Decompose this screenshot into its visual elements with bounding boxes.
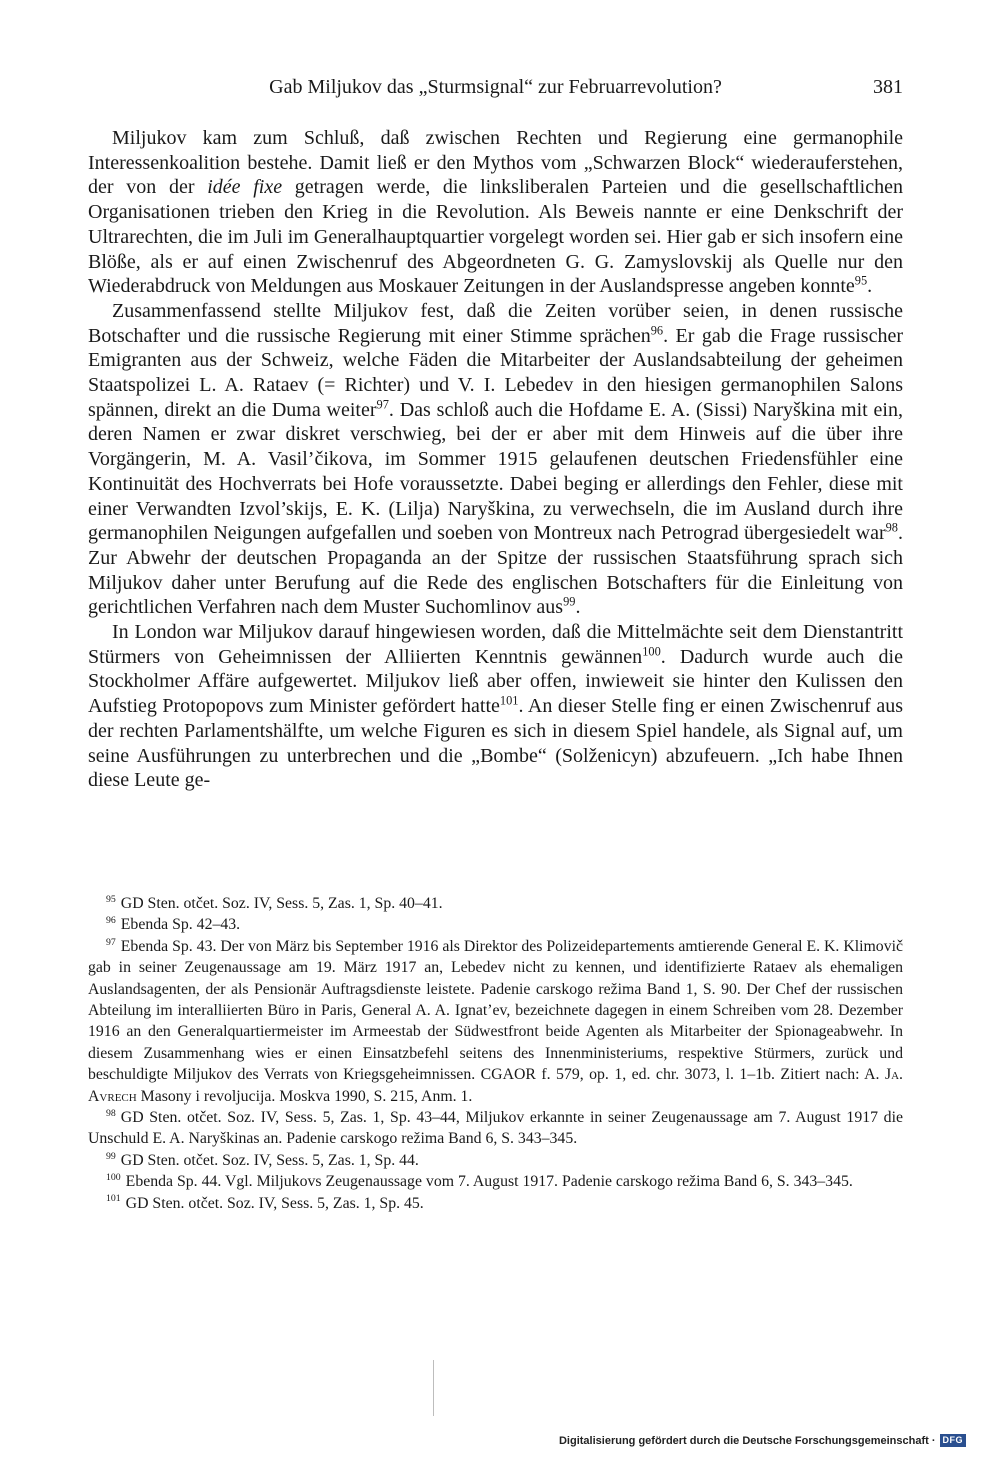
paragraph-1-text-b: getragen werde, die linksliberalen Parteien und die gesellschaftlichen Organisationen trieben den Krieg in die Revolution. Als Beweis nannte er eine Denkschrift der Ultrarechten, die im Juli im Generalhauptquartier vorgelegt worden sei. Hier gab er sich insofern eine Blöße, als er auf einen Zwischenruf des Abgeordneten G. G. Zamyslovskij als Quelle nur den Wiederabdruck von Meldungen aus Moskauer Zeitungen in der Auslandspresse angeben konnte: [88, 176, 903, 298]
footnote-number: 95: [106, 893, 116, 905]
footnote-text: Ebenda Sp. 44. Vgl. Miljukovs Zeugenaussage vom 7. August 1917. Padenie carskogo režima Band 6, S. 343–345.: [125, 1173, 853, 1191]
footnote-100: [88, 1171, 903, 1192]
footnote-ref-99[interactable]: 99: [563, 594, 576, 609]
footnote-99: [88, 1150, 903, 1171]
body-text: [88, 126, 903, 793]
paragraph-2-text-c: . Das schloß auch die Hofdame E. A. (Sissi) Naryškina mit ein, deren Namen er zwar diskret verschwieg, bei der er aber mit dem Hinweis auf die über ihre Vorgängerin, M. A. Vasil’čikova, im Sommer 1915 gelaufenen deutschen Friedensfühler eine Kontinuität des Hochverrats bei Hofe voraussetzte. Dabei beging er allerdings den Fehler, diese mit einer Verwandten Izvol’skijs, E. K. (Lilja) Naryškina, zu verwechseln, die im Ausland durch ihre germanophilen Neigungen aufgefallen und soeben von Montreux nach Petrograd übergesiedelt war: [88, 398, 903, 545]
digitization-note: [559, 1434, 966, 1447]
paragraph-3-text-a: In London war Miljukov darauf hingewiesen worden, daß die Mittelmächte seit dem Dienstantritt Stürmers von Geheimnissen der Alliierten Kenntnis gewännen: [88, 621, 903, 668]
paragraph-1-italic-phrase: idée fixe: [207, 176, 283, 199]
paragraph-1-text-c: .: [867, 275, 873, 298]
footnote-number: 100: [106, 1172, 121, 1184]
paragraph-2-text-a: Zusammenfassend stellte Miljukov fest, daß die Zeiten vorüber seien, in denen russische Botschafter und die russische Regierung mit einer Stimme sprächen: [88, 299, 903, 347]
paragraph-3-text-b: . Dadurch wurde auch die Stockholmer Affäre aufgewertet. Miljukov ließ aber offen, inwieweit sie hinter den Kulissen den Aufstieg Protopopovs zum Minister gefördert hatte: [88, 645, 903, 718]
running-head: [88, 72, 903, 102]
footnote-author: Ja. Avrech: [88, 1066, 903, 1105]
digitization-note-text: Digitalisierung gefördert durch die Deutsche Forschungsgemeinschaft ·: [558, 1434, 936, 1447]
scan-mark: [433, 1360, 434, 1416]
footnote-ref-100[interactable]: 100: [642, 644, 661, 659]
footnote-97: [88, 936, 903, 1107]
running-title: Gab Miljukov das „Sturmsignal“ zur Februarrevolution?: [269, 76, 722, 98]
footnote-96: [88, 914, 903, 935]
paragraph-3: [88, 620, 903, 793]
footnote-number: 97: [106, 936, 116, 948]
page-number: 381: [873, 76, 903, 98]
footnote-text: GD Sten. otčet. Soz. IV, Sess. 5, Zas. 1, Sp. 43–44, Miljukov erkannte in seiner Zeugenaussage am 7. August 1917 die Unschuld E. A. Naryškinas an. Padenie carskogo režima Band 6, S. 343–345.: [88, 1109, 903, 1148]
footnote-98: [88, 1107, 903, 1150]
footnote-number: 98: [106, 1107, 116, 1119]
footnote-text: Ebenda Sp. 43. Der von März bis September 1916 als Direktor des Polizeidepartements amtierende General E. K. Klimovič gab in seiner Zeugenaussage am 19. März 1917 an, Lebedev nicht zu kennen, und identifizierte Rataev als ehemaligen Auslandsagenten, der als Pensionär Auftragsdienste leistete. Padenie carskogo režima Band 1, S. 90. Der Chef der russischen Abteilung im interalliierten Büro in Paris, General A. A. Ignat’ev, bezeichnete dagegen in einem Schreiben vom 28. Dezember 1916 an den Generalquartiermeister im Armeestab der Südwestfront beide Agenten als Mitarbeiter der Spionageabwehr. In diesem Zusammenhang wies er einen Einsatzbefehl seitens des Innenministeriums, respektive Stürmers, zurück und beschuldigte Miljukov des Verrats von Kriegsgeheimnissen. CGAOR f. 579, op. 1, ed. chr. 3073, l. 1–1b. Zitiert nach: A.: [88, 937, 903, 1084]
dfg-logo: DFG: [940, 1434, 967, 1447]
footnote-ref-96[interactable]: 96: [650, 322, 664, 337]
footnotes: [88, 893, 903, 1214]
footnote-number: 99: [106, 1150, 116, 1162]
footnote-text: Masony i revoljucija. Moskva 1990, S. 215, Anm. 1.: [136, 1087, 473, 1105]
footnote-95: [88, 893, 903, 914]
footnote-ref-95[interactable]: 95: [854, 273, 868, 288]
footnote-ref-97[interactable]: 97: [376, 397, 389, 412]
paragraph-2-text-b: . Er gab die Frage russischer Emigranten aus der Schweiz, welche Fäden die Mitarbeiter der Auslandsabteilung der geheimen Staatspolizei L. A. Rataev (= Richter) und V. I. Lebedev in den hiesigen germanophilen Salons spännen, direkt an die Duma weiter: [88, 324, 903, 421]
footnote-number: 96: [106, 915, 116, 927]
footnote-ref-101[interactable]: 101: [499, 693, 519, 708]
footnote-ref-98[interactable]: 98: [885, 520, 898, 535]
paragraph-3-text-c: . An dieser Stelle fing er einen Zwischenruf aus der rechten Parlamentshälfte, um welche Figuren es sich in diesem Spiel handele, als Signal auf, um seine Ausführungen zu unterbrechen und die „Bombe“ (Solženicyn) abzufeuern. „Ich habe Ihnen diese Leute ge-: [88, 695, 903, 792]
footnote-text: GD Sten. otčet. Soz. IV, Sess. 5, Zas. 1, Sp. 45.: [125, 1194, 424, 1212]
footnote-text: GD Sten. otčet. Soz. IV, Sess. 5, Zas. 1, Sp. 40–41.: [120, 895, 443, 912]
paragraph-2: [88, 299, 903, 620]
footnote-text: Ebenda Sp. 42–43.: [120, 916, 241, 934]
footnote-number: 101: [106, 1193, 121, 1205]
footnote-text: GD Sten. otčet. Soz. IV, Sess. 5, Zas. 1, Sp. 44.: [120, 1151, 419, 1169]
footnote-101: [88, 1193, 903, 1214]
paragraph-2-text-d: . Zur Abwehr der deutschen Propaganda an der Spitze der russischen Staatsführung sprach sich Miljukov daher unter Berufung auf die Rede des englischen Botschafters für die Einleitung von gerichtlichen Verfahren nach dem Muster Suchomlinov aus: [88, 522, 903, 619]
paragraph-1: [88, 126, 903, 299]
paragraph-1-text-a: Miljukov kam zum Schluß, daß zwischen Rechten und Regierung eine germanophile Interessenkoalition bestehe. Damit ließ er den Mythos vom „Schwarzen Block“ wiederauferstehen, der von der: [88, 127, 903, 199]
paragraph-2-text-e: .: [575, 596, 581, 619]
